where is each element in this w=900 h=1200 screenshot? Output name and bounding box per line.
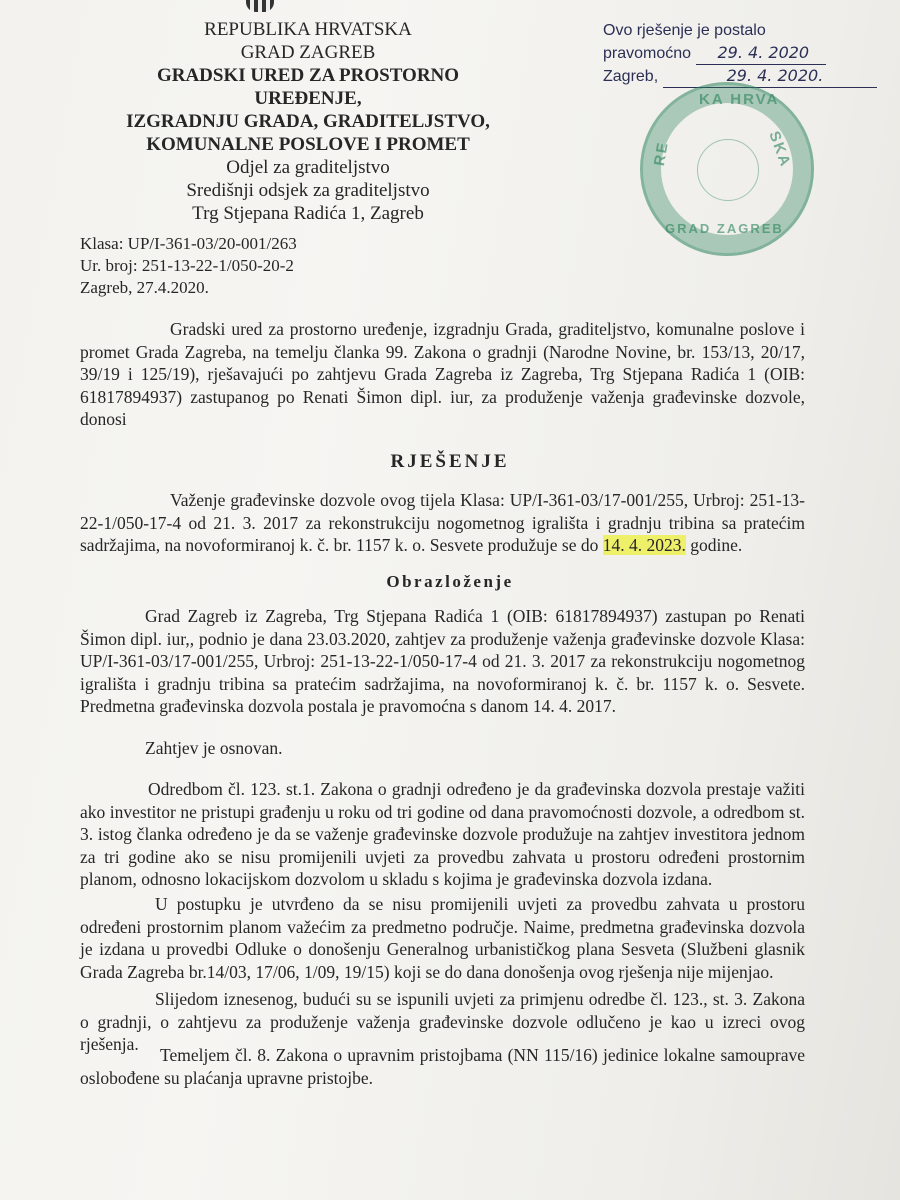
reasoning-paragraph-2: Zahtjev je osnovan. [145, 738, 283, 758]
office-name-line-1: GRADSKI URED ZA PROSTORNO UREĐENJE, [156, 65, 460, 109]
reasoning-paragraph-4: U postupku je utvrđeno da se nisu promijenili uvjeti za provedbu zahvata u prostoru određeni prostornim planom važećim za predmetno područje. Naime, predmetna građevinska dozvola je izdana u provedbi Odluke o donošenju Generalnog urbanističkog plana Sesveta (Službeni glasnik Grada Zagreba br.14/03, 17/06, 1/09, 19/15) koji se do dana donošenja ovog rješenja nije mijenjao. [80, 894, 805, 982]
office-name-line-3: KOMUNALNE POSLOVE I PROMET [146, 134, 470, 155]
seal-emblem [697, 139, 759, 201]
seal-text-top: KA HRVA [699, 91, 780, 108]
reasoning-paragraph-5: Slijedom iznesenog, budući su se ispunili uvjeti za primjenu odredbe čl. 123., st. 3. Zakona o gradnji, o zahtjevu za produženje važenja građevinske dozvole odlučeno je kao u izreci ovog rješenja. [80, 989, 805, 1054]
office-address: Trg Stjepana Radića 1, Zagreb [192, 203, 424, 224]
reasoning-paragraph-6: Temeljem čl. 8. Zakona o upravnim pristojbama (NN 115/16) jedinice lokalne samouprave oslobođene su plaćanja upravne pristojbe. [80, 1045, 805, 1088]
office-name-line-2: IZGRADNJU GRADA, GRADITELJSTVO, [126, 111, 490, 132]
seal-text-left: RE [650, 139, 672, 168]
decision-paragraph [80, 489, 805, 557]
finality-stamp-note [603, 20, 877, 88]
country-name: REPUBLIKA HRVATSKA [204, 19, 412, 40]
coat-of-arms-icon [246, 0, 274, 12]
highlighted-expiry-date: 14. 4. 2023. [602, 535, 686, 555]
reasoning-paragraph-1: Grad Zagreb iz Zagreba, Trg Stjepana Radića 1 (OIB: 61817894937) zastupan po Renati Šimon dipl. iur,, podnio je dana 23.03.2020, zahtjev za produženje važenja građevinske dozvole Klasa: UP/I-361-03/17-001/255, Urbroj: 251-13-22-1/050-17-4 od 21. 3. 2017 za rekonstrukciju nogometnog igrališta i gradnju tribina sa pratećim sadržajima, na novoformiranoj k. č. br. 1157 k. o. Sesvete. Predmetna građevinska dozvola postala je pravomoćna s danom 14. 4. 2017. [80, 606, 805, 716]
finality-place-date-handwritten: 29. 4. 2020. [663, 65, 877, 88]
seal-text-bottom: GRAD ZAGREB [665, 221, 784, 236]
finality-date-handwritten: 29. 4. 2020 [696, 42, 826, 65]
department-name: Odjel za graditeljstvo [226, 157, 390, 178]
finality-label: pravomoćno [603, 45, 692, 62]
urbroj-number: Ur. broj: 251-13-22-1/050-20-2 [80, 256, 294, 275]
decision-title: RJEŠENJE [390, 451, 510, 472]
issuer-header [108, 18, 508, 225]
reference-block [80, 233, 297, 299]
official-seal [640, 82, 814, 256]
klasa-number: Klasa: UP/I-361-03/20-001/263 [80, 234, 297, 253]
seal-text-right: SKA [765, 128, 795, 171]
finality-place-label: Zagreb, [603, 68, 659, 85]
reasoning-title: Obrazloženje [386, 572, 514, 591]
section-name: Središnji odsjek za graditeljstvo [186, 180, 430, 201]
finality-line-1: Ovo rješenje je postalo [603, 22, 766, 39]
reasoning-paragraph-3: Odredbom čl. 123. st.1. Zakona o gradnji određeno je da građevinska dozvola prestaje važiti ako investitor ne pristupi građenju u roku od tri godine od dana pravomoćnosti dozvole, a odredbom st. 3. istog članka određeno je da se važenje građevinske dozvole produžuje na zahtjev investitora jednom za tri godine ako se nisu promijenili uvjeti za provedbu zahvata u prostoru određeni prostornim planom, odnosno lokacijskom dozvolom u skladu s kojima je građevinska dozvola izdana. [80, 779, 805, 889]
intro-paragraph: Gradski ured za prostorno uređenje, izgradnju Grada, graditeljstvo, komunalne poslove i promet Grada Zagreba, na temelju članka 99. Zakona o gradnji (Narodne Novine, br. 153/13, 20/17, 39/19 i 125/19), rješavajući po zahtjevu Grada Zagreba iz Zagreba, Trg Stjepana Radića 1 (OIB: 61817894937) zastupanog po Renati Šimon dipl. iur, za produženje važenja građevinske dozvole, donosi [80, 319, 805, 429]
decision-text: Važenje građevinske dozvole ovog tijela Klasa: UP/I-361-03/17-001/255, Urbroj: 251-13-22-1/050-17-4 od 21. 3. 2017 za rekonstrukciju nogometnog igrališta i gradnju tribina sa pratećim sadržajima, na novoformiranoj k. č. br. 1157 k. o. Sesvete produžuje se do [80, 490, 805, 555]
decision-text-end: godine. [685, 535, 743, 555]
city-name: GRAD ZAGREB [240, 42, 376, 63]
place-date: Zagreb, 27.4.2020. [80, 278, 209, 297]
